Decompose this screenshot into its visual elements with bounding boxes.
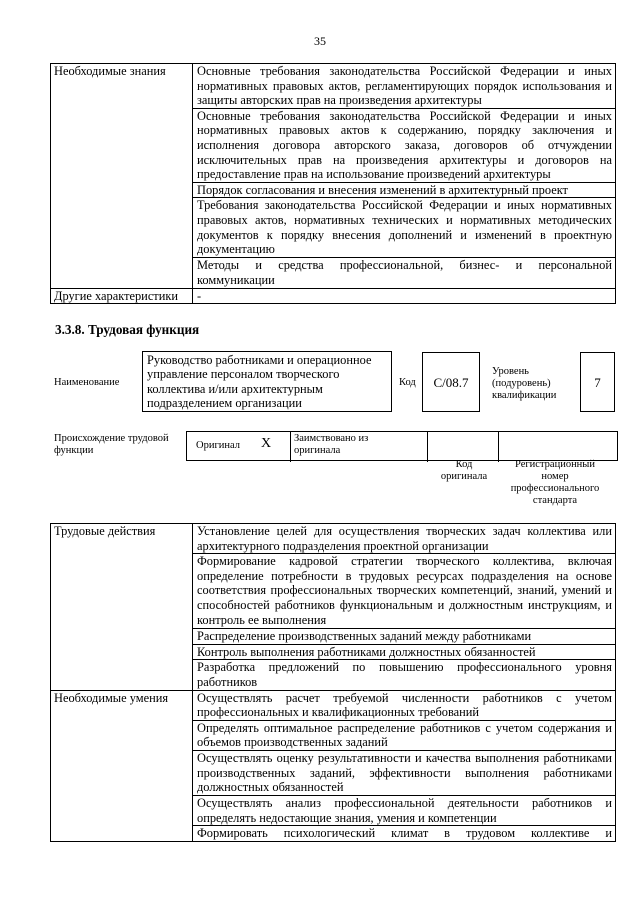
code-value: С/08.7 — [433, 375, 469, 390]
divider — [427, 432, 428, 462]
level-box — [580, 352, 615, 412]
knowledge-item: Основные требования законодательства Российской Федерации и иных нормативных правовых актов к содержанию, порядку заключения и исполнения договора авторского заказа, договоров об отчуждении исключительных прав на произведения архитектуры и договоров на предоставление прав на использование произведений архитектуры — [193, 108, 616, 182]
level-value: 7 — [594, 375, 601, 390]
name-value: Руководство работниками и операционное управление персоналом творческого коллектива и/или архитектурным подразделением организации — [147, 353, 372, 411]
action-item: Распределение производственных заданий между работниками — [193, 629, 616, 645]
action-item: Разработка предложений по повышению профессионального уровня работников — [193, 660, 616, 690]
knowledge-table — [50, 63, 616, 304]
name-label: Наименование — [54, 377, 120, 388]
skills-label: Необходимые умения — [51, 690, 193, 841]
knowledge-item: Требования законодательства Российской Федерации и иных нормативных правовых актов, нормативных технических и нормативных методических документов к порядку внесения дополнений и изменений в проектную документацию — [193, 198, 616, 258]
name-box — [142, 351, 392, 412]
original-mark: X — [261, 436, 272, 451]
action-item: Формирование кадровой стратегии творческого коллектива, включая определение потребности в трудовых ресурсах подразделения на основе соответствия профессиональных творческих компетенций, знаний, умений и способностей работников функциональным и должностным инструкциям, и контроль ее выполнения — [193, 554, 616, 629]
skill-item: Осуществлять оценку результативности и качества выполнения работниками производственных заданий, эффективности выполнения работниками должностных обязанностей — [193, 750, 616, 795]
skill-item: Формировать психологический климат в трудовом коллективе и — [193, 826, 616, 842]
other-value: - — [193, 288, 616, 304]
skill-item: Определять оптимальное распределение работников с учетом содержания и объемов производственных заданий — [193, 720, 616, 750]
table-row — [51, 64, 616, 109]
table-row — [51, 288, 616, 304]
knowledge-label: Необходимые знания — [51, 64, 193, 289]
code-original-label: Код оригинала — [440, 459, 488, 482]
actions-table — [50, 523, 616, 842]
knowledge-item: Основные требования законодательства Российской Федерации и иных нормативных правовых актов, регламентирующих порядок использования и защиты авторских прав на произведения архитектуры — [193, 64, 616, 109]
action-item: Установление целей для осуществления творческих задач коллектива или архитектурного подразделения проектной организации — [193, 524, 616, 554]
other-label: Другие характеристики — [51, 288, 193, 304]
code-box — [422, 352, 480, 412]
knowledge-item: Методы и средства профессиональной, бизнес- и персональной коммуникации — [193, 258, 616, 288]
code-label: Код — [399, 377, 416, 388]
origin-label: Происхождение трудовой функции — [54, 433, 169, 456]
section-heading: 3.3.8. Трудовая функция — [55, 322, 200, 337]
page-number: 35 — [314, 34, 326, 48]
action-item: Контроль выполнения работниками должностных обязанностей — [193, 644, 616, 660]
table-row — [51, 524, 616, 554]
skill-item: Осуществлять анализ профессиональной деятельности работников и определять недостающие знания, умения и компетенции — [193, 795, 616, 825]
table-row — [51, 690, 616, 720]
registration-number-label: Регистрационный номер профессионального стандарта — [510, 459, 600, 506]
divider — [498, 432, 499, 462]
original-label: Оригинал — [196, 440, 240, 451]
divider — [290, 432, 291, 462]
skill-item: Осуществлять расчет требуемой численности работников с учетом профессиональных и квалификационных требований — [193, 690, 616, 720]
knowledge-item: Порядок согласования и внесения изменений в архитектурный проект — [193, 182, 616, 198]
actions-label: Трудовые действия — [51, 524, 193, 691]
level-label: Уровень (подуровень) квалификации — [492, 366, 557, 401]
origin-box — [186, 431, 618, 461]
borrowed-label: Заимствовано из оригинала — [294, 433, 369, 456]
